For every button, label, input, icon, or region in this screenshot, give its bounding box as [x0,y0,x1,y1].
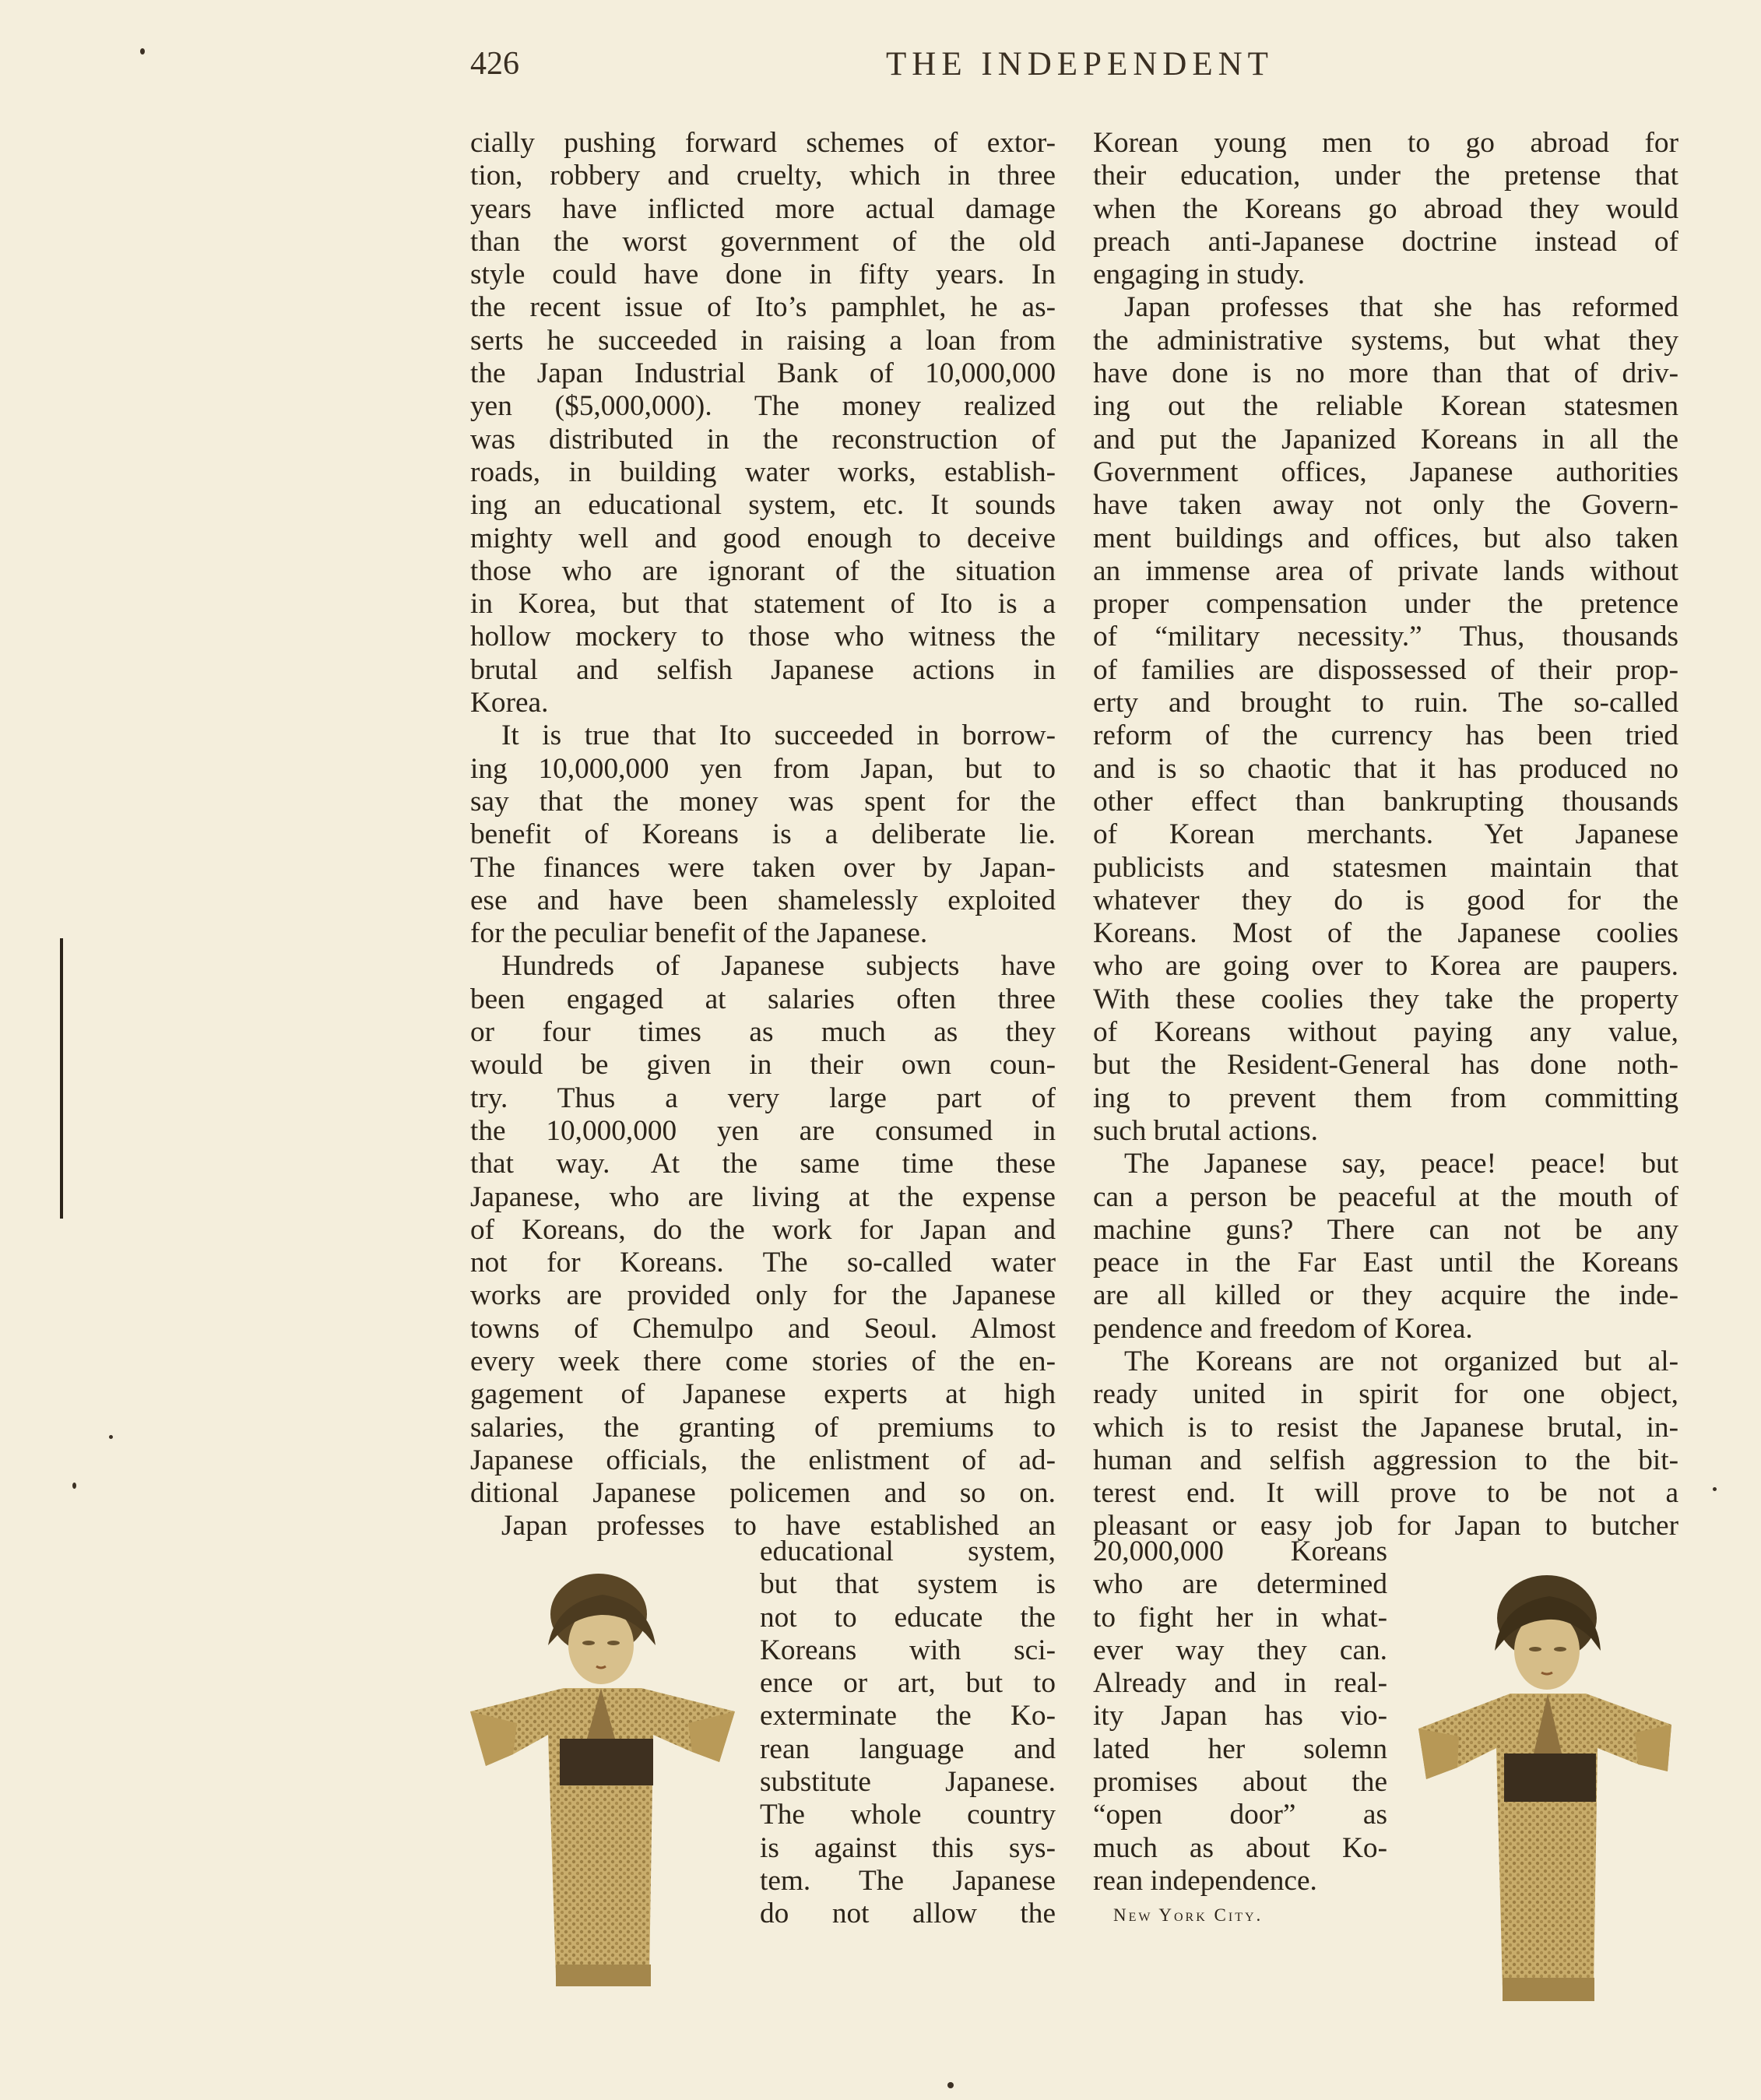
margin-speck [140,48,145,55]
text-line: can a person be peaceful at the mouth of [1093,1180,1678,1213]
text-line: towns of Chemulpo and Seoul. Almost [470,1312,1056,1345]
text-line: ever way they can. [1093,1634,1387,1666]
text-line: ese and have been shamelessly exploited [470,884,1056,916]
text-line: try. Thus a very large part of [470,1082,1056,1114]
text-line: brutal and selfish Japanese actions in [470,653,1056,686]
text-line: who are determined [1093,1568,1387,1601]
text-line: exterminate the Ko- [760,1700,1056,1732]
text-line: roads, in building water works, establish- [470,456,1056,488]
text-line: other effect than bankrupting thousands [1093,785,1678,818]
text-line: are all killed or they acquire the inde- [1093,1279,1678,1312]
text-line: whatever they do is good for the [1093,884,1678,916]
text-line: rean language and [760,1732,1056,1765]
text-line: the administrative systems, but what they [1093,324,1678,357]
text-line: The finances were taken over by Japan- [470,851,1056,884]
text-line: years have inflicted more actual damage [470,192,1056,225]
text-line: rean independence. [1093,1864,1317,1897]
text-line: was distributed in the reconstruction of [470,423,1056,456]
text-line: gagement of Japanese experts at high [470,1378,1056,1411]
text-line: benefit of Koreans is a deliberate lie. [470,818,1056,851]
journal-title: THE INDEPENDENT [886,46,1274,83]
text-line: have done is no more than that of driv- [1093,357,1678,390]
text-line: The Japanese say, peace! peace! but [1124,1148,1678,1180]
text-line: of Koreans, do the work for Japan and [470,1213,1056,1246]
text-line: of Koreans without paying any value, [1093,1016,1678,1049]
text-line: would be given in their own coun- [470,1049,1056,1082]
text-line: ing 10,000,000 yen from Japan, but to [470,752,1056,785]
text-line: It is true that Ito succeeded in borrow- [501,719,1056,752]
text-line: Japan professes to have established an [501,1510,1056,1542]
text-line: tion, robbery and cruelty, which in three [470,160,1056,192]
text-line: Already and in real- [1093,1667,1387,1700]
text-line: promises about the [1093,1766,1387,1799]
text-line: human and selfish aggression to the bit- [1093,1444,1678,1476]
text-line: ready united in spirit for one object, [1093,1378,1678,1411]
text-line: mighty well and good enough to deceive [470,522,1056,554]
text-line: for the peculiar benefit of the Japanese. [470,917,928,950]
text-line: ity Japan has vio- [1093,1700,1387,1732]
text-line: Japanese officials, the enlistment of ad- [470,1444,1056,1476]
text-line: an immense area of private lands without [1093,554,1678,587]
text-line: publicists and statesmen maintain that [1093,851,1678,884]
text-line: their education, under the pretense that [1093,160,1678,192]
text-line: those who are ignorant of the situation [470,554,1056,587]
text-line: of “military necessity.” Thus, thousands [1093,621,1678,653]
text-line: reform of the currency has been tried [1093,719,1678,752]
text-line: in Korea, but that statement of Ito is a [470,588,1056,621]
text-line: style could have done in fifty years. In [470,259,1056,291]
right-column-continuation [1093,1535,1387,1898]
text-line: substitute Japanese. [760,1766,1056,1799]
text-line: pendence and freedom of Korea. [1093,1312,1473,1345]
margin-speck [947,2082,954,2088]
text-line: every week there come stories of the en- [470,1345,1056,1377]
text-line: ence or art, but to [760,1667,1056,1700]
text-line: machine guns? There can not be any [1093,1213,1678,1246]
text-line: which is to resist the Japanese brutal, in- [1093,1411,1678,1444]
text-line: educational system, [760,1535,1056,1567]
margin-speck [72,1483,76,1489]
text-line: salaries, the granting of premiums to [470,1411,1056,1444]
text-line: but that system is [760,1568,1056,1601]
signature: New York City. [1113,1905,1264,1925]
text-line: tem. The Japanese [760,1864,1056,1897]
text-line: ing out the reliable Korean statesmen [1093,390,1678,423]
page-number: 426 [470,46,519,82]
margin-rule [60,938,63,1219]
margin-speck [109,1435,113,1439]
text-line: that way. At the same time these [470,1148,1056,1180]
text-line: not for Koreans. The so-called water [470,1247,1056,1279]
text-line: lated her solemn [1093,1732,1387,1765]
text-line: serts he succeeded in raising a loan from [470,324,1056,357]
text-line: and put the Japanized Koreans in all the [1093,423,1678,456]
text-line: preach anti-Japanese doctrine instead of [1093,225,1678,258]
text-line: the recent issue of Ito’s pamphlet, he as- [470,291,1056,324]
left-column-continuation [760,1535,1056,1931]
text-line: is against this sys- [760,1831,1056,1864]
text-line: Korean young men to go abroad for [1093,127,1678,159]
text-line: ing to prevent them from committing [1093,1082,1678,1114]
text-line: much as about Ko- [1093,1831,1387,1864]
text-line: when the Koreans go abroad they would [1093,192,1678,225]
text-line: cially pushing forward schemes of extor- [470,127,1056,159]
text-line: With these coolies they take the property [1093,983,1678,1015]
text-line: ment buildings and offices, but also taken [1093,522,1678,554]
text-line: say that the money was spent for the [470,785,1056,818]
text-line: Japanese, who are living at the expense [470,1180,1056,1213]
text-line: been engaged at salaries often three [470,983,1056,1015]
text-line: than the worst government of the old [470,225,1056,258]
text-line: Koreans with sci- [760,1634,1056,1666]
text-line: engaging in study. [1093,259,1306,291]
text-line: Japan professes that she has reformed [1124,291,1678,324]
right-column [1093,127,1678,1543]
text-line: do not allow the [760,1898,1056,1930]
text-line: peace in the Far East until the Koreans [1093,1247,1678,1279]
text-line: the 10,000,000 yen are consumed in [470,1114,1056,1147]
text-line: Hundreds of Japanese subjects have [501,950,1056,983]
text-line: and is so chaotic that it has produced no [1093,752,1678,785]
text-line: the Japan Industrial Bank of 10,000,000 [470,357,1056,390]
text-line: to fight her in what- [1093,1601,1387,1634]
text-line: 20,000,000 Koreans [1093,1535,1387,1567]
text-line: Koreans. Most of the Japanese coolies [1093,917,1678,950]
doll-illustration-left [470,1571,735,2015]
text-line: terest end. It will prove to be not a [1093,1477,1678,1510]
left-column [470,127,1056,1543]
text-line: yen ($5,000,000). The money realized [470,390,1056,423]
text-line: proper compensation under the pretence [1093,588,1678,621]
text-line: The whole country [760,1799,1056,1831]
text-line: not to educate the [760,1601,1056,1634]
text-line: works are provided only for the Japanese [470,1279,1056,1312]
text-line: erty and brought to ruin. The so-called [1093,687,1678,719]
doll-illustration-right [1411,1573,1675,2009]
text-line: or four times as much as they [470,1016,1056,1049]
text-line: hollow mockery to those who witness the [470,621,1056,653]
text-line: ing an educational system, etc. It sounds [470,489,1056,522]
text-line: but the Resident-General has done noth- [1093,1049,1678,1082]
margin-speck [1713,1487,1717,1491]
text-line: Korea. [470,687,549,719]
text-line: “open door” as [1093,1799,1387,1831]
text-line: Government offices, Japanese authorities [1093,456,1678,488]
text-line: The Koreans are not organized but al- [1124,1345,1678,1377]
text-line: such brutal actions. [1093,1114,1318,1147]
text-line: of families are dispossessed of their prop- [1093,653,1678,686]
text-line: pleasant or easy job for Japan to butcher [1093,1510,1678,1542]
text-line: who are going over to Korea are paupers. [1093,950,1678,983]
text-line: ditional Japanese policemen and so on. [470,1477,1056,1510]
text-line: have taken away not only the Govern- [1093,489,1678,522]
text-line: of Korean merchants. Yet Japanese [1093,818,1678,851]
